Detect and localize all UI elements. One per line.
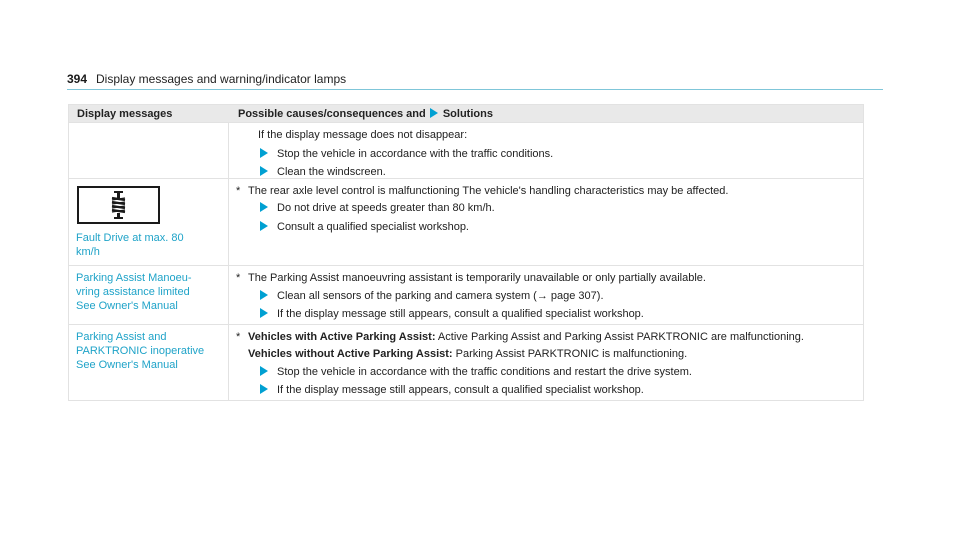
cause-text: * The Parking Assist manoeuvring assistant is temporarily unavailable or only partially available. (236, 272, 706, 284)
suspension-spring-icon (79, 188, 158, 222)
step-arrow-icon (260, 202, 268, 212)
step-arrow-icon (260, 290, 268, 300)
step-arrow-icon (260, 221, 268, 231)
table-row (69, 122, 863, 178)
column-divider (228, 179, 229, 265)
suspension-warning-display (77, 186, 160, 224)
column-header-display-messages: Display messages (77, 108, 173, 120)
step-arrow-icon (260, 308, 268, 318)
info-text: If the display message does not disappear: (258, 129, 468, 141)
solution-step: Stop the vehicle in accordance with the traffic conditions. (260, 147, 553, 161)
cause-text: Vehicles without Active Parking Assist: Parking Assist PARKTRONIC is malfunctioning. (248, 348, 688, 360)
solution-step: If the display message still appears, consult a qualified specialist workshop. (260, 383, 644, 397)
column-divider (228, 325, 229, 400)
column-divider (228, 123, 229, 178)
table-header (69, 105, 863, 122)
display-message-text: Fault Drive at max. 80 km/h (76, 232, 184, 258)
cause-text: * Vehicles with Active Parking Assist: Active Parking Assist and Parking Assist PARKTRONIC are malfunctioning. (236, 331, 804, 343)
step-arrow-icon (260, 166, 268, 176)
column-header-causes-solutions (238, 108, 493, 120)
step-arrow-icon (260, 384, 268, 394)
display-messages-table (68, 104, 864, 401)
page-number: 394 (67, 72, 88, 86)
header-rule (67, 89, 883, 90)
solution-step: Do not drive at speeds greater than 80 km/h. (260, 201, 495, 215)
table-row (69, 324, 863, 400)
cause-text: * The rear axle level control is malfunctioning The vehicle's handling characteristics may be affected. (236, 185, 729, 197)
table-row (69, 265, 863, 324)
solution-step: Clean the windscreen. (260, 165, 386, 179)
step-arrow-icon (260, 366, 268, 376)
column-header-prefix: Possible causes/consequences and (238, 108, 426, 120)
display-message-text: Parking Assist Manoeu- vring assistance limited See Owner's Manual (76, 272, 192, 312)
solution-step: If the display message still appears, consult a qualified specialist workshop. (260, 307, 644, 321)
solution-step: Stop the vehicle in accordance with the traffic conditions and restart the drive system. (260, 365, 692, 379)
table-row (69, 178, 863, 265)
display-message-text: Parking Assist and PARKTRONIC inoperative See Owner's Manual (76, 331, 205, 371)
solution-arrow-icon (430, 108, 438, 118)
solution-step: Consult a qualified specialist workshop. (260, 220, 469, 234)
step-arrow-icon (260, 148, 268, 158)
column-divider (228, 266, 229, 324)
solution-step: Clean all sensors of the parking and camera system (→ page 307). (260, 289, 604, 303)
page-title: Display messages and warning/indicator lamps (96, 72, 347, 86)
column-header-suffix: Solutions (442, 108, 493, 120)
